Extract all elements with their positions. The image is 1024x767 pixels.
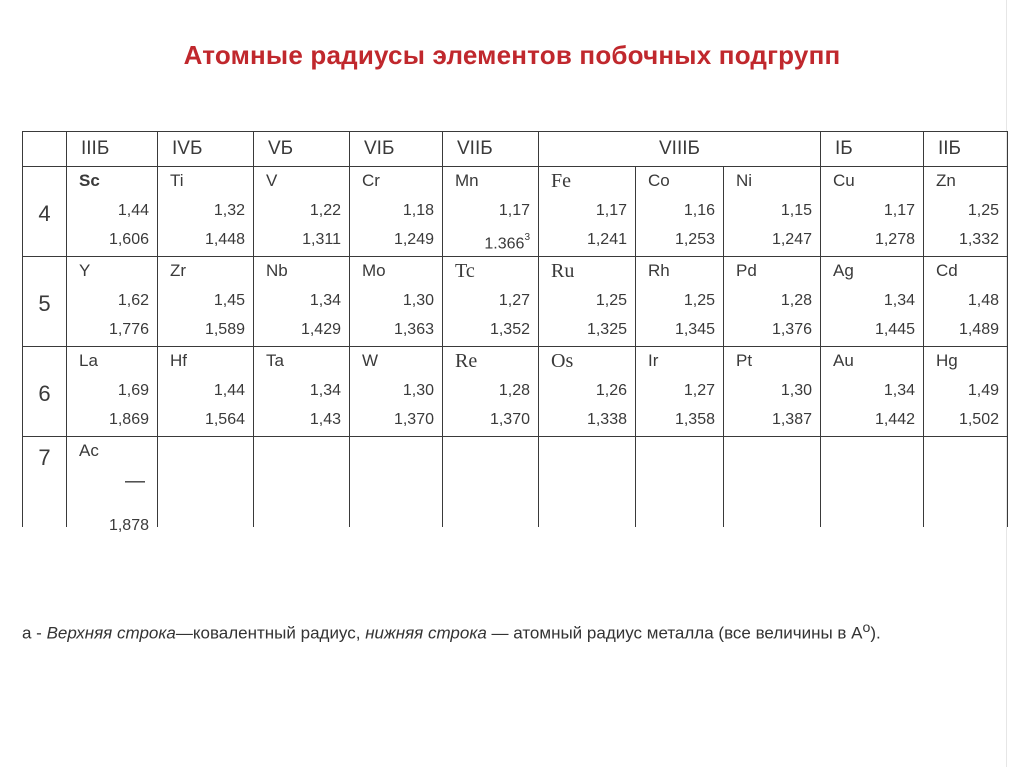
metallic-radius-value: 1,878: [108, 517, 149, 534]
element-cell: [821, 257, 924, 347]
element-symbol: Cr: [362, 171, 380, 190]
covalent-radius: 1,26: [595, 382, 627, 399]
metallic-radius: [772, 231, 812, 249]
metallic-radius-value: 1,370: [489, 411, 530, 428]
metallic-radius-value: 1,370: [393, 411, 434, 428]
covalent-radius: —: [125, 470, 145, 492]
metallic-radius: [205, 231, 245, 249]
element-cell: [636, 437, 724, 527]
element-cell: [636, 257, 724, 347]
metallic-radius: [959, 411, 999, 429]
element-symbol: Hg: [936, 351, 958, 370]
group-header: IБ: [821, 132, 924, 167]
covalent-radius: 1,15: [780, 202, 812, 219]
metallic-radius: [675, 321, 715, 339]
element-symbol: Fe: [551, 170, 571, 192]
element-cell: [67, 257, 158, 347]
element-cell: [539, 257, 636, 347]
element-symbol: Rh: [648, 261, 670, 280]
element-symbol: Ti: [170, 171, 184, 190]
element-cell: [443, 167, 539, 257]
element-cell: [67, 437, 158, 534]
metallic-radius: [484, 231, 530, 253]
covalent-radius: 1,28: [498, 382, 530, 399]
metallic-radius-value: 1,442: [874, 411, 915, 428]
element-cell: [350, 347, 443, 437]
element-cell: [539, 167, 636, 257]
metallic-radius-value: 1,241: [586, 231, 627, 248]
group-header-row: [23, 132, 1008, 167]
element-cell: [67, 347, 158, 437]
element-cell: [821, 347, 924, 437]
element-symbol: Tc: [455, 260, 475, 282]
metallic-radius-value: 1,376: [771, 321, 812, 338]
metallic-radius: [587, 231, 627, 249]
element-cell: [539, 347, 636, 437]
element-cell: [443, 347, 539, 437]
metallic-radius: [301, 321, 341, 339]
metallic-radius: [302, 231, 341, 249]
metallic-radius-value: 1,606: [108, 231, 149, 248]
metallic-radius: [394, 321, 434, 339]
footnote-upper-row: Верхняя строка: [46, 623, 176, 643]
element-symbol: Ni: [736, 171, 753, 190]
covalent-radius: 1,62: [117, 292, 149, 309]
element-cell: [158, 347, 254, 437]
covalent-radius: 1,17: [595, 202, 627, 219]
element-symbol: Mo: [362, 261, 386, 280]
element-cell: [254, 437, 350, 527]
element-cell: [158, 437, 254, 527]
group-header: IVБ: [158, 132, 254, 167]
covalent-radius: 1,16: [683, 202, 715, 219]
element-cell: [254, 167, 350, 257]
element-symbol: Mn: [455, 171, 479, 190]
element-symbol: Ru: [551, 260, 575, 282]
element-cell: [724, 167, 821, 257]
covalent-radius: 1,49: [967, 382, 999, 399]
metallic-radius: [310, 411, 341, 429]
covalent-radius: 1,48: [967, 292, 999, 309]
period-number: 6: [23, 347, 67, 437]
metallic-radius-value: 1,363: [393, 321, 434, 338]
element-cell: [821, 167, 924, 257]
metallic-radius-value: 1,43: [309, 411, 341, 428]
group-header: VIБ: [350, 132, 443, 167]
element-symbol: Os: [551, 350, 574, 372]
element-cell: [924, 167, 1008, 257]
metallic-radius: [675, 231, 715, 249]
metallic-radius: [959, 231, 999, 249]
metallic-radius-value: 1,249: [393, 231, 434, 248]
metallic-radius-value: 1,338: [586, 411, 627, 428]
metallic-radius-value: 1,502: [958, 411, 999, 428]
covalent-radius: 1,44: [213, 382, 245, 399]
period-number: 7: [23, 437, 67, 527]
metallic-radius-value: 1,345: [674, 321, 715, 338]
element-cell: [158, 167, 254, 257]
element-symbol: Ag: [833, 261, 854, 280]
covalent-radius: 1,30: [780, 382, 812, 399]
element-symbol: Hf: [170, 351, 187, 370]
element-cell: [350, 257, 443, 347]
covalent-radius: 1,34: [309, 382, 341, 399]
covalent-radius: 1,18: [402, 202, 434, 219]
footnote-lower-row: нижняя строка: [365, 623, 487, 643]
metallic-radius: [675, 411, 715, 429]
element-cell: [924, 257, 1008, 347]
element-symbol: Re: [455, 350, 478, 372]
element-symbol: W: [362, 351, 379, 370]
covalent-radius: 1,32: [213, 202, 245, 219]
element-cell: [724, 437, 821, 527]
element-symbol: Zn: [936, 171, 956, 190]
group-header: VIIБ: [443, 132, 539, 167]
covalent-radius: 1,17: [883, 202, 915, 219]
metallic-radius: [587, 321, 627, 339]
metallic-radius-value: 1,325: [586, 321, 627, 338]
element-symbol: Cd: [936, 261, 958, 280]
metallic-radius: [875, 411, 915, 429]
metallic-radius-value: 1,247: [771, 231, 812, 248]
covalent-radius: 1,34: [883, 382, 915, 399]
metallic-radius: [587, 411, 627, 429]
element-symbol: Cu: [833, 171, 855, 190]
covalent-radius: 1,25: [967, 202, 999, 219]
metallic-radius-value: 1,869: [108, 411, 149, 428]
element-cell: [636, 347, 724, 437]
footnote: [22, 615, 982, 647]
covalent-radius: 1,25: [683, 292, 715, 309]
element-cell: [443, 257, 539, 347]
metallic-radius: [875, 321, 915, 339]
footnote-end: ).: [870, 623, 881, 643]
element-cell: [924, 437, 1008, 527]
element-symbol: V: [266, 171, 278, 190]
period-row: [23, 437, 1008, 527]
element-symbol: Pt: [736, 351, 753, 370]
metallic-radius-value: 1,776: [108, 321, 149, 338]
period-number: 4: [23, 167, 67, 257]
element-symbol: Co: [648, 171, 670, 190]
element-symbol: Nb: [266, 261, 288, 280]
metallic-radius: [394, 411, 434, 429]
metallic-radius: [772, 321, 812, 339]
element-cell: [350, 167, 443, 257]
covalent-radius: 1,30: [402, 382, 434, 399]
metallic-radius: [109, 411, 149, 429]
metallic-radius-value: 1,358: [674, 411, 715, 428]
metallic-radius: [490, 321, 530, 339]
element-cell: [67, 167, 158, 257]
element-symbol: Zr: [170, 261, 187, 280]
metallic-radius-value: 1,311: [302, 231, 341, 248]
period-row: [23, 347, 1008, 437]
metallic-radius: [772, 411, 812, 429]
covalent-radius: 1,44: [117, 202, 149, 219]
covalent-radius: 1,27: [683, 382, 715, 399]
metallic-radius-note: 3: [524, 232, 530, 243]
element-cell: [724, 257, 821, 347]
element-symbol: Au: [833, 351, 854, 370]
element-cell: [539, 437, 636, 527]
metallic-radius: [875, 231, 915, 249]
period-row: [23, 167, 1008, 257]
footnote-prefix: а -: [22, 623, 47, 643]
footnote-degree: о: [862, 620, 871, 636]
covalent-radius: 1,30: [402, 292, 434, 309]
metallic-radius-value: 1,589: [204, 321, 245, 338]
metallic-radius-value: 1,352: [489, 321, 530, 338]
element-cell: [158, 257, 254, 347]
metallic-radius-value: 1,445: [874, 321, 915, 338]
metallic-radius: [490, 411, 530, 429]
metallic-radius: [959, 321, 999, 339]
element-cell: [636, 167, 724, 257]
metallic-radius: [205, 321, 245, 339]
header-corner: [23, 132, 67, 167]
group-header: IIБ: [924, 132, 1008, 167]
covalent-radius: 1,69: [117, 382, 149, 399]
element-symbol: Ac: [79, 441, 99, 460]
footnote-upper-text: —ковалентный радиус,: [175, 623, 366, 643]
covalent-radius: 1,34: [883, 292, 915, 309]
metallic-radius-value: 1,489: [958, 321, 999, 338]
metallic-radius: [205, 411, 245, 429]
metallic-radius-value: 1,278: [874, 231, 915, 248]
footnote-lower-text: — атомный радиус металла (все величины в А: [486, 623, 863, 643]
metallic-radius-value: 1,332: [958, 231, 999, 248]
element-symbol: Ta: [266, 351, 284, 370]
element-cell: [821, 437, 924, 527]
element-symbol: Pd: [736, 261, 757, 280]
element-symbol: Ir: [648, 351, 659, 370]
slide-title: Атомные радиусы элементов побочных подгрупп: [183, 40, 841, 70]
metallic-radius: [394, 231, 434, 249]
element-cell: [924, 347, 1008, 437]
element-symbol: La: [79, 351, 98, 370]
period-number: 5: [23, 257, 67, 347]
covalent-radius: 1,45: [213, 292, 245, 309]
element-cell: [254, 257, 350, 347]
element-cell: [350, 437, 443, 527]
metallic-radius: [109, 231, 149, 249]
metallic-radius-value: 1,429: [300, 321, 341, 338]
group-header: IIIБ: [67, 132, 158, 167]
period-row: [23, 257, 1008, 347]
element-cell: [443, 437, 539, 527]
group-header: VIIIБ: [539, 132, 821, 167]
metallic-radius-value: 1,387: [771, 411, 812, 428]
covalent-radius: 1,28: [780, 292, 812, 309]
group-header: VБ: [254, 132, 350, 167]
metallic-radius-value: 1,253: [674, 231, 715, 248]
element-cell: [254, 347, 350, 437]
covalent-radius: 1,27: [498, 292, 530, 309]
element-symbol: Sc: [79, 171, 100, 190]
element-symbol: Y: [79, 261, 91, 280]
element-cell: [724, 347, 821, 437]
covalent-radius: 1,34: [309, 292, 341, 309]
metallic-radius-value: 1,448: [204, 231, 245, 248]
covalent-radius: 1,17: [498, 202, 530, 219]
atomic-radii-table: [22, 131, 1008, 534]
metallic-radius: [109, 321, 149, 339]
metallic-radius-value: 1.366: [484, 235, 525, 253]
metallic-radius-value: 1,564: [204, 411, 245, 428]
metallic-radius: [109, 517, 149, 535]
covalent-radius: 1,22: [309, 202, 341, 219]
covalent-radius: 1,25: [595, 292, 627, 309]
